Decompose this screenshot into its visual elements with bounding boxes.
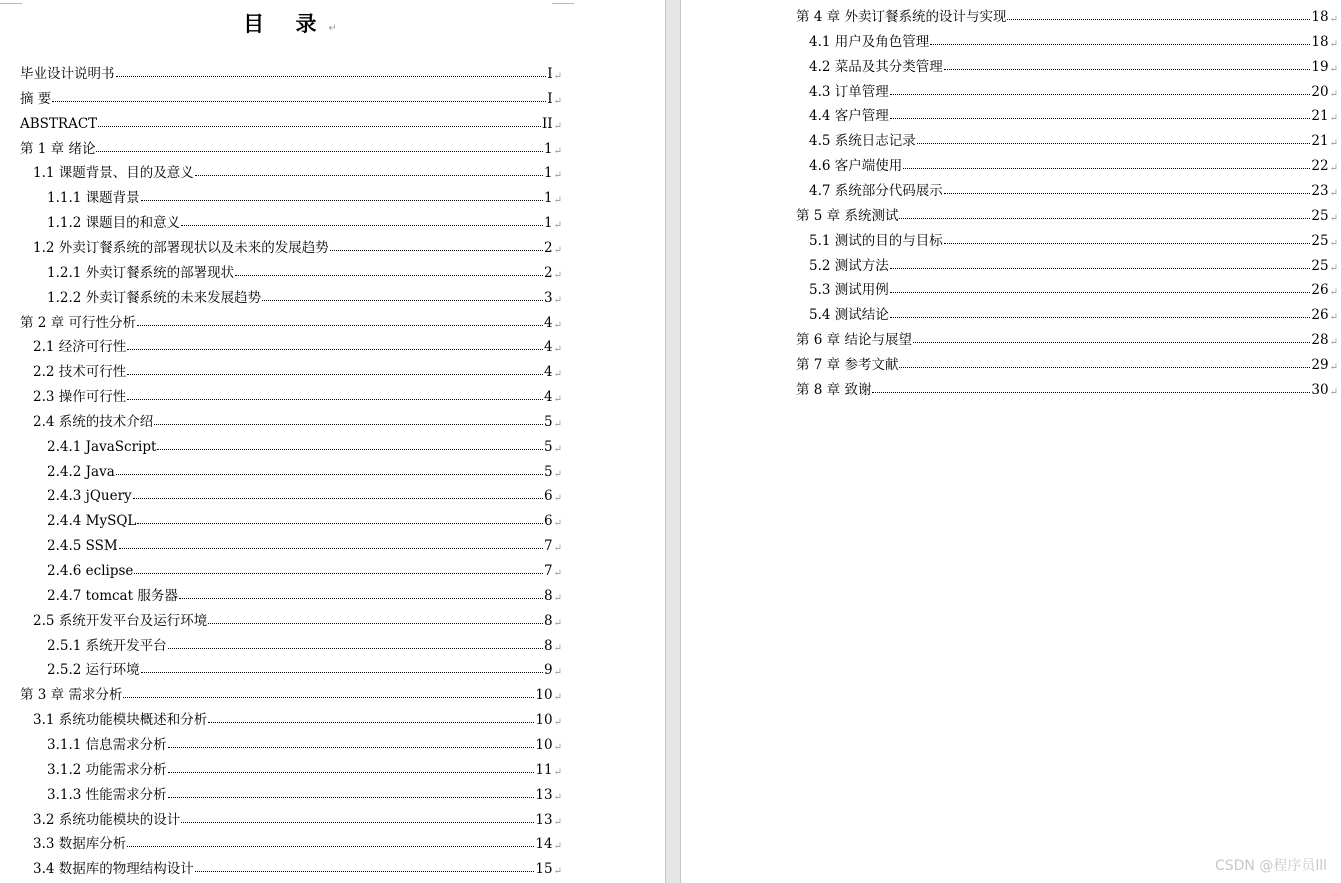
toc-entry[interactable] xyxy=(47,261,562,281)
dot-leader xyxy=(890,117,1311,119)
toc-entry-label: 5.2 测试方法 xyxy=(809,257,889,274)
toc-entry[interactable] xyxy=(33,335,562,355)
toc-entry-label: 2.4 系统的技术介绍 xyxy=(33,413,154,430)
toc-entry-label: 第 6 章 结论与展望 xyxy=(796,332,912,349)
toc-entry[interactable] xyxy=(809,179,1338,199)
toc-entry-page: 6 xyxy=(544,488,553,505)
toc-entry[interactable] xyxy=(33,161,562,181)
toc-entry-label: 1.1.1 课题背景 xyxy=(47,190,140,207)
toc-entry[interactable] xyxy=(796,353,1338,373)
page-gap xyxy=(665,0,681,883)
toc-entry-label: 第 3 章 需求分析 xyxy=(20,687,123,704)
toc-entry-page: 14 xyxy=(535,836,553,853)
toc-entry-page: 4 xyxy=(544,339,553,356)
toc-entry-label: 第 7 章 参考文献 xyxy=(796,356,899,373)
toc-entry-page: 1 xyxy=(544,215,553,232)
toc-entry[interactable] xyxy=(809,303,1338,323)
toc-entry-label: 摘 要 xyxy=(20,90,52,107)
paragraph-mark-icon: ↵ xyxy=(1329,187,1338,199)
toc-entry[interactable] xyxy=(796,5,1338,25)
dot-leader xyxy=(133,497,543,499)
paragraph-mark-icon: ↵ xyxy=(553,394,562,406)
toc-entry[interactable] xyxy=(20,62,562,82)
toc-entry[interactable] xyxy=(809,154,1338,174)
dot-leader xyxy=(872,391,1310,393)
paragraph-mark-icon: ↵ xyxy=(1329,88,1338,100)
toc-entry-page: I xyxy=(547,90,553,107)
paragraph-mark-icon: ↵ xyxy=(1329,312,1338,324)
dot-leader xyxy=(181,224,543,226)
toc-entry-label: 3.1.2 功能需求分析 xyxy=(47,761,167,778)
toc-entry[interactable] xyxy=(33,385,562,405)
paragraph-mark-icon: ↵ xyxy=(553,791,562,803)
toc-entry[interactable] xyxy=(809,278,1338,298)
paragraph-mark-icon: ↵ xyxy=(553,717,562,729)
toc-entry-label: 2.4.6 eclipse xyxy=(47,563,134,579)
dot-leader xyxy=(154,423,543,425)
toc-entry[interactable] xyxy=(33,808,562,828)
toc-entry-label: 5.1 测试的目的与目标 xyxy=(809,232,943,249)
toc-entry-page: 7 xyxy=(544,538,553,555)
paragraph-mark-icon: ↵ xyxy=(1329,262,1338,274)
toc-entry-page: 1 xyxy=(544,190,553,207)
toc-entry[interactable] xyxy=(796,378,1338,398)
toc-entry[interactable] xyxy=(47,460,562,480)
dot-leader xyxy=(899,366,1310,368)
toc-entry-label: 2.1 经济可行性 xyxy=(33,339,127,356)
toc-entry[interactable] xyxy=(33,410,562,430)
paragraph-mark-icon: ↵ xyxy=(553,443,562,455)
paragraph-mark-icon: ↵ xyxy=(553,244,562,256)
toc-entry-page: 9 xyxy=(544,662,553,679)
toc-entry-page: 3 xyxy=(544,289,553,306)
toc-entry-page: 10 xyxy=(535,687,553,704)
toc-entry[interactable] xyxy=(20,87,562,107)
watermark: CSDN @程序员lll xyxy=(1214,858,1327,874)
dot-leader xyxy=(157,448,543,450)
toc-entry-label: 2.4.1 JavaScript xyxy=(47,438,157,455)
paragraph-mark-icon: ↵ xyxy=(1329,212,1338,224)
dot-leader xyxy=(890,267,1311,269)
toc-entry-page: 1 xyxy=(544,165,553,182)
dot-leader xyxy=(944,242,1311,244)
dot-leader xyxy=(96,150,543,152)
dot-leader xyxy=(195,174,543,176)
toc-entry-page: 1 xyxy=(544,140,553,157)
paragraph-mark-icon: ↵ xyxy=(553,319,562,331)
toc-entry-page: 6 xyxy=(544,513,553,530)
dot-leader xyxy=(52,100,546,102)
dot-leader xyxy=(899,217,1310,219)
toc-entry[interactable] xyxy=(809,80,1338,100)
toc-entry[interactable] xyxy=(809,129,1338,149)
toc-entry-label: 4.4 客户管理 xyxy=(809,108,889,125)
toc-entry[interactable] xyxy=(33,832,562,852)
paragraph-mark-icon: ↵ xyxy=(1329,163,1338,175)
toc-page-left xyxy=(0,0,665,883)
toc-entry-page: 25 xyxy=(1311,232,1329,249)
dot-leader xyxy=(127,373,543,375)
toc-entry-label: 4.7 系统部分代码展示 xyxy=(809,182,943,199)
paragraph-mark-icon: ↵ xyxy=(1329,287,1338,299)
toc-entry[interactable] xyxy=(809,55,1338,75)
dot-leader xyxy=(116,473,543,475)
toc-page-right xyxy=(681,0,1341,883)
toc-entry-page: 28 xyxy=(1311,332,1329,349)
paragraph-mark-icon: ↵ xyxy=(553,816,562,828)
toc-entry-label: 4.3 订单管理 xyxy=(809,83,889,100)
toc-entry-page: 7 xyxy=(544,563,553,579)
toc-entry-label: 3.1 系统功能模块概述和分析 xyxy=(33,712,208,729)
toc-entry[interactable] xyxy=(33,857,562,877)
toc-entry-page: 26 xyxy=(1311,307,1329,324)
dot-leader xyxy=(127,398,543,400)
toc-entry-page: 8 xyxy=(544,612,553,629)
paragraph-mark-icon: ↵ xyxy=(1329,38,1338,50)
toc-entry-label: 第 1 章 绪论 xyxy=(20,140,96,157)
page-corner-mark xyxy=(552,0,574,4)
toc-entry-page: 8 xyxy=(544,637,553,654)
toc-entry-label: 5.3 测试用例 xyxy=(809,282,889,299)
dot-leader xyxy=(944,192,1311,194)
dot-leader xyxy=(262,299,543,301)
paragraph-mark-icon: ↵ xyxy=(553,145,562,157)
paragraph-mark-icon: ↵ xyxy=(1329,14,1338,25)
toc-entry-label: 4.6 客户端使用 xyxy=(809,158,903,175)
dot-leader xyxy=(208,622,543,624)
toc-entry-label: 3.4 数据库的物理结构设计 xyxy=(33,861,194,878)
toc-entry-page: 26 xyxy=(1311,282,1329,299)
toc-entry-page: 18 xyxy=(1311,9,1329,25)
toc-entry[interactable] xyxy=(47,509,562,529)
toc-entry-page: I xyxy=(547,66,553,82)
toc-entry-page: 13 xyxy=(535,786,553,803)
toc-entry-label: 2.5 系统开发平台及运行环境 xyxy=(33,612,208,629)
toc-title xyxy=(0,8,580,38)
toc-entry-label: 2.4.5 SSM xyxy=(47,538,118,555)
paragraph-mark-icon: ↵ xyxy=(1329,113,1338,125)
paragraph-mark-icon: ↵ xyxy=(553,841,562,853)
toc-entry-page: 4 xyxy=(544,314,553,331)
toc-entry[interactable] xyxy=(33,708,562,728)
paragraph-mark-icon: ↵ xyxy=(1329,138,1338,150)
toc-entry[interactable] xyxy=(20,311,562,331)
toc-entry-label: ABSTRACT xyxy=(20,115,98,132)
paragraph-mark-icon: ↵ xyxy=(1329,63,1338,75)
toc-entry-label: 1.1.2 课题目的和意义 xyxy=(47,215,181,232)
toc-entry[interactable] xyxy=(47,783,562,803)
toc-entry-label: 2.5.1 系统开发平台 xyxy=(47,637,167,654)
paragraph-mark-icon: ↵ xyxy=(553,493,562,505)
dot-leader xyxy=(168,771,535,773)
toc-entry-label: 5.4 测试结论 xyxy=(809,307,889,324)
toc-entry-page: 25 xyxy=(1311,207,1329,224)
paragraph-mark-icon: ↵ xyxy=(553,692,562,704)
dot-leader xyxy=(168,746,535,748)
paragraph-mark-icon: ↵ xyxy=(553,766,562,778)
toc-entry[interactable] xyxy=(33,609,562,629)
paragraph-mark-icon: ↵ xyxy=(553,71,562,82)
toc-entry-label: 第 2 章 可行性分析 xyxy=(20,314,136,331)
toc-entry[interactable] xyxy=(47,435,562,455)
dot-leader xyxy=(168,647,543,649)
paragraph-mark-icon: ↵ xyxy=(553,592,562,604)
toc-entry-label: 1.2.1 外卖订餐系统的部署现状 xyxy=(47,264,235,281)
toc-entry-page: 30 xyxy=(1311,381,1329,398)
toc-entry-label: 3.2 系统功能模块的设计 xyxy=(33,811,181,828)
toc-entry-label: 2.3 操作可行性 xyxy=(33,389,127,406)
toc-entry-page: 20 xyxy=(1311,83,1329,100)
paragraph-mark-icon: ↵ xyxy=(553,543,562,555)
toc-entry[interactable] xyxy=(809,104,1338,124)
toc-entry[interactable] xyxy=(47,758,562,778)
paragraph-mark-icon: ↵ xyxy=(553,195,562,207)
paragraph-mark-icon: ↵ xyxy=(553,95,562,107)
toc-entry[interactable] xyxy=(47,186,562,206)
dot-leader xyxy=(127,348,543,350)
toc-entry-page: 5 xyxy=(544,438,553,455)
paragraph-mark-icon: ↵ xyxy=(553,642,562,654)
toc-entry-label: 1.1 课题背景、目的及意义 xyxy=(33,165,194,182)
toc-entry-label: 4.2 菜品及其分类管理 xyxy=(809,58,943,75)
dot-leader xyxy=(119,547,543,549)
dot-leader xyxy=(195,870,535,872)
toc-entry-page: 29 xyxy=(1311,356,1329,373)
toc-entry-page: 2 xyxy=(544,239,553,256)
toc-entry[interactable] xyxy=(796,204,1338,224)
dot-leader xyxy=(917,142,1311,144)
dot-leader xyxy=(208,721,534,723)
toc-entry-label: 3.1.3 性能需求分析 xyxy=(47,786,167,803)
toc-entry[interactable] xyxy=(20,112,562,132)
toc-entry-page: 4 xyxy=(544,364,553,381)
toc-entry[interactable] xyxy=(20,137,562,157)
toc-entry-label: 第 8 章 致谢 xyxy=(796,381,872,398)
dot-leader xyxy=(127,845,534,847)
dot-leader xyxy=(141,671,543,673)
paragraph-mark-icon: ↵ xyxy=(553,667,562,679)
toc-entry-page: 4 xyxy=(544,389,553,406)
dot-leader xyxy=(890,291,1311,293)
paragraph-mark-icon: ↵ xyxy=(553,120,562,132)
toc-entry-label: 3.3 数据库分析 xyxy=(33,836,127,853)
toc-entry-label: 第 4 章 外卖订餐系统的设计与实现 xyxy=(796,9,1007,25)
dot-leader xyxy=(930,43,1310,45)
dot-leader xyxy=(98,125,541,127)
toc-entry[interactable] xyxy=(47,534,562,554)
toc-entry[interactable] xyxy=(47,559,562,579)
toc-entry-label: 2.4.7 tomcat 服务器 xyxy=(47,587,178,604)
toc-entry[interactable] xyxy=(47,286,562,306)
toc-entry-page: II xyxy=(541,115,553,132)
toc-entry-label: 第 5 章 系统测试 xyxy=(796,207,899,224)
toc-entry[interactable] xyxy=(47,584,562,604)
paragraph-mark-icon: ↵ xyxy=(553,617,562,629)
toc-entry[interactable] xyxy=(47,211,562,231)
page-corner-mark xyxy=(0,0,22,4)
dot-leader xyxy=(123,696,534,698)
toc-entry[interactable] xyxy=(47,484,562,504)
toc-entry-label: 4.1 用户及角色管理 xyxy=(809,33,930,50)
toc-entry[interactable] xyxy=(47,634,562,654)
dot-leader xyxy=(890,93,1311,95)
paragraph-mark-icon: ↵ xyxy=(1329,361,1338,373)
toc-entry-page: 8 xyxy=(544,587,553,604)
toc-entry-page: 15 xyxy=(535,861,553,878)
toc-entry-page: 22 xyxy=(1311,158,1329,175)
toc-entry-page: 2 xyxy=(544,264,553,281)
toc-entry-page: 18 xyxy=(1311,33,1329,50)
toc-entry-label: 1.2 外卖订餐系统的部署现状以及未来的发展趋势 xyxy=(33,239,329,256)
paragraph-mark-icon: ↵ xyxy=(553,866,562,878)
toc-entry[interactable] xyxy=(809,229,1338,249)
toc-entry-page: 5 xyxy=(544,413,553,430)
dot-leader xyxy=(137,324,543,326)
paragraph-mark-icon: ↵ xyxy=(553,568,562,579)
paragraph-mark-icon: ↵ xyxy=(328,23,337,34)
toc-entry-label: 2.4.4 MySQL xyxy=(47,513,137,530)
toc-entry-label: 2.2 技术可行性 xyxy=(33,364,127,381)
toc-entry[interactable] xyxy=(33,360,562,380)
dot-leader xyxy=(913,341,1310,343)
toc-entry[interactable] xyxy=(33,236,562,256)
paragraph-mark-icon: ↵ xyxy=(553,468,562,480)
dot-leader xyxy=(330,249,543,251)
toc-entry[interactable] xyxy=(809,254,1338,274)
paragraph-mark-icon: ↵ xyxy=(553,741,562,753)
dot-leader xyxy=(134,572,543,574)
toc-entry[interactable] xyxy=(20,683,562,703)
paragraph-mark-icon: ↵ xyxy=(553,344,562,356)
toc-entry-page: 10 xyxy=(535,736,553,753)
dot-leader xyxy=(116,75,547,77)
paragraph-mark-icon: ↵ xyxy=(553,170,562,182)
paragraph-mark-icon: ↵ xyxy=(1329,237,1338,249)
toc-entry-page: 21 xyxy=(1311,133,1329,150)
toc-title-text: 目 录 xyxy=(243,12,329,36)
dot-leader xyxy=(903,167,1310,169)
toc-entry-label: 4.5 系统日志记录 xyxy=(809,133,916,150)
dot-leader xyxy=(181,821,534,823)
toc-entry-label: 毕业设计说明书 xyxy=(20,66,115,82)
dot-leader xyxy=(179,597,543,599)
dot-leader xyxy=(141,199,543,201)
toc-entry-page: 19 xyxy=(1311,58,1329,75)
toc-entry-label: 3.1.1 信息需求分析 xyxy=(47,736,167,753)
toc-entry-page: 25 xyxy=(1311,257,1329,274)
dot-leader xyxy=(137,522,543,524)
paragraph-mark-icon: ↵ xyxy=(553,418,562,430)
dot-leader xyxy=(944,68,1311,70)
toc-entry[interactable] xyxy=(796,328,1338,348)
toc-entry-page: 21 xyxy=(1311,108,1329,125)
toc-entry-label: 2.5.2 运行环境 xyxy=(47,662,140,679)
toc-entry-page: 11 xyxy=(535,761,553,778)
paragraph-mark-icon: ↵ xyxy=(553,518,562,530)
paragraph-mark-icon: ↵ xyxy=(1329,337,1338,349)
dot-leader xyxy=(235,274,543,276)
paragraph-mark-icon: ↵ xyxy=(553,220,562,232)
toc-entry[interactable] xyxy=(809,30,1338,50)
toc-entry-label: 1.2.2 外卖订餐系统的未来发展趋势 xyxy=(47,289,262,306)
toc-entry-label: 2.4.2 Java xyxy=(47,463,115,480)
toc-entry-page: 13 xyxy=(535,811,553,828)
toc-entry-page: 5 xyxy=(544,463,553,480)
toc-entry[interactable] xyxy=(47,658,562,678)
toc-entry-page: 23 xyxy=(1311,182,1329,199)
toc-entry[interactable] xyxy=(47,733,562,753)
paragraph-mark-icon: ↵ xyxy=(553,294,562,306)
dot-leader xyxy=(168,796,535,798)
toc-entry-page: 10 xyxy=(535,712,553,729)
dot-leader xyxy=(1007,18,1310,20)
paragraph-mark-icon: ↵ xyxy=(1329,386,1338,398)
paragraph-mark-icon: ↵ xyxy=(553,269,562,281)
toc-entry-label: 2.4.3 jQuery xyxy=(47,488,132,505)
paragraph-mark-icon: ↵ xyxy=(553,369,562,381)
dot-leader xyxy=(890,316,1311,318)
